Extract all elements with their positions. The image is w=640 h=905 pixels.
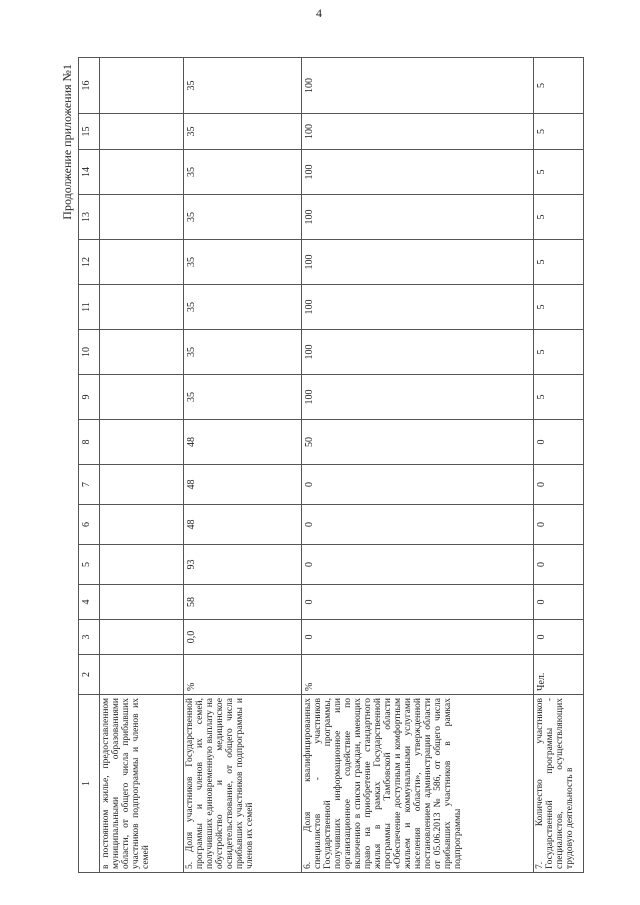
value-cell: 48 bbox=[184, 505, 302, 545]
indicator-desc: в постоянном жилье, предоставленном муниципальными образованиями области, от общего числа прибывших участников подпрограммы и членов их семей bbox=[100, 695, 184, 873]
value-cell: 0 bbox=[302, 505, 534, 545]
value-cell: 5 bbox=[534, 150, 584, 195]
value-cell: 0,0 bbox=[184, 620, 302, 655]
col-header: 1 bbox=[79, 695, 100, 873]
value-cell: 100 bbox=[302, 285, 534, 330]
value-cell bbox=[100, 620, 184, 655]
col-header: 4 bbox=[79, 585, 100, 620]
value-cell: 35 bbox=[184, 330, 302, 375]
value-cell: 35 bbox=[184, 285, 302, 330]
value-cell: 100 bbox=[302, 150, 534, 195]
value-cell: 5 bbox=[534, 285, 584, 330]
table-row bbox=[184, 58, 302, 873]
value-cell: 0 bbox=[534, 420, 584, 465]
value-cell: 35 bbox=[184, 240, 302, 285]
value-cell bbox=[100, 150, 184, 195]
value-cell bbox=[100, 375, 184, 420]
col-header: 3 bbox=[79, 620, 100, 655]
value-cell: 5 bbox=[534, 195, 584, 240]
indicators-table bbox=[78, 57, 584, 873]
header-row bbox=[79, 58, 100, 873]
value-cell: 0 bbox=[534, 465, 584, 505]
page-number: 4 bbox=[316, 6, 322, 20]
col-header: 15 bbox=[79, 114, 100, 150]
value-cell: 48 bbox=[184, 465, 302, 505]
value-cell: 0 bbox=[302, 545, 534, 585]
indicator-desc: 5. Доля участников Государственной программы и членов их семей, получивших единовременную выплату на обустройство и медицинское освидетельствование, от общего числа прибывших участников подпрограммы и членов их семей bbox=[184, 695, 302, 873]
col-header: 14 bbox=[79, 150, 100, 195]
value-cell: 100 bbox=[302, 240, 534, 285]
value-cell bbox=[100, 285, 184, 330]
col-header: 2 bbox=[79, 655, 100, 695]
col-header: 6 bbox=[79, 505, 100, 545]
col-header: 16 bbox=[79, 58, 100, 114]
value-cell: 58 bbox=[184, 585, 302, 620]
indicator-unit: % bbox=[302, 655, 534, 695]
col-header: 5 bbox=[79, 545, 100, 585]
value-cell bbox=[100, 545, 184, 585]
value-cell: 35 bbox=[184, 150, 302, 195]
value-cell bbox=[100, 330, 184, 375]
col-header: 9 bbox=[79, 375, 100, 420]
value-cell: 5 bbox=[534, 114, 584, 150]
value-cell: 35 bbox=[184, 58, 302, 114]
value-cell: 0 bbox=[534, 585, 584, 620]
col-header: 8 bbox=[79, 420, 100, 465]
table-row bbox=[534, 58, 584, 873]
value-cell: 0 bbox=[534, 505, 584, 545]
rotated-sheet bbox=[60, 58, 582, 873]
value-cell: 100 bbox=[302, 114, 534, 150]
col-header: 11 bbox=[79, 285, 100, 330]
value-cell: 5 bbox=[534, 58, 584, 114]
value-cell bbox=[100, 505, 184, 545]
value-cell: 0 bbox=[534, 620, 584, 655]
indicator-unit: Чел. bbox=[534, 655, 584, 695]
value-cell bbox=[100, 58, 184, 114]
value-cell bbox=[100, 585, 184, 620]
col-header: 10 bbox=[79, 330, 100, 375]
value-cell: 100 bbox=[302, 330, 534, 375]
value-cell: 0 bbox=[302, 465, 534, 505]
value-cell: 48 bbox=[184, 420, 302, 465]
table-row bbox=[100, 58, 184, 873]
value-cell: 0 bbox=[302, 620, 534, 655]
value-cell bbox=[100, 240, 184, 285]
value-cell: 0 bbox=[302, 585, 534, 620]
table-row bbox=[302, 58, 534, 873]
value-cell: 100 bbox=[302, 195, 534, 240]
indicator-unit bbox=[100, 655, 184, 695]
value-cell: 100 bbox=[302, 58, 534, 114]
value-cell: 50 bbox=[302, 420, 534, 465]
value-cell: 35 bbox=[184, 375, 302, 420]
value-cell: 5 bbox=[534, 330, 584, 375]
appendix-caption: Продолжение приложения №1 bbox=[60, 64, 74, 220]
value-cell: 35 bbox=[184, 195, 302, 240]
value-cell: 35 bbox=[184, 114, 302, 150]
value-cell bbox=[100, 195, 184, 240]
value-cell bbox=[100, 114, 184, 150]
value-cell: 93 bbox=[184, 545, 302, 585]
indicator-unit: % bbox=[184, 655, 302, 695]
indicator-desc: 6. Доля квалифицированных специалистов - участников Государственной программы, получивших информационное или организационное содействие по включению в списки граждан, имеющих право на приобретение стандартного жилья в рамках Государственной программы Тамбовской области «Обеспечение доступным и комфортным жильем и коммунальными услугами населения области», утвержденной постановлением администрации области от 05.06.2013 № 586, от общего числа прибывших участников в рамках подпрограммы bbox=[302, 695, 534, 873]
col-header: 12 bbox=[79, 240, 100, 285]
value-cell: 100 bbox=[302, 375, 534, 420]
value-cell bbox=[100, 465, 184, 505]
value-cell: 0 bbox=[534, 545, 584, 585]
value-cell bbox=[100, 420, 184, 465]
indicator-desc: 7. Количество участников Государственной программы - специалистов, осуществляющих трудовую деятельность в bbox=[534, 695, 584, 873]
value-cell: 5 bbox=[534, 240, 584, 285]
col-header: 7 bbox=[79, 465, 100, 505]
value-cell: 5 bbox=[534, 375, 584, 420]
col-header: 13 bbox=[79, 195, 100, 240]
